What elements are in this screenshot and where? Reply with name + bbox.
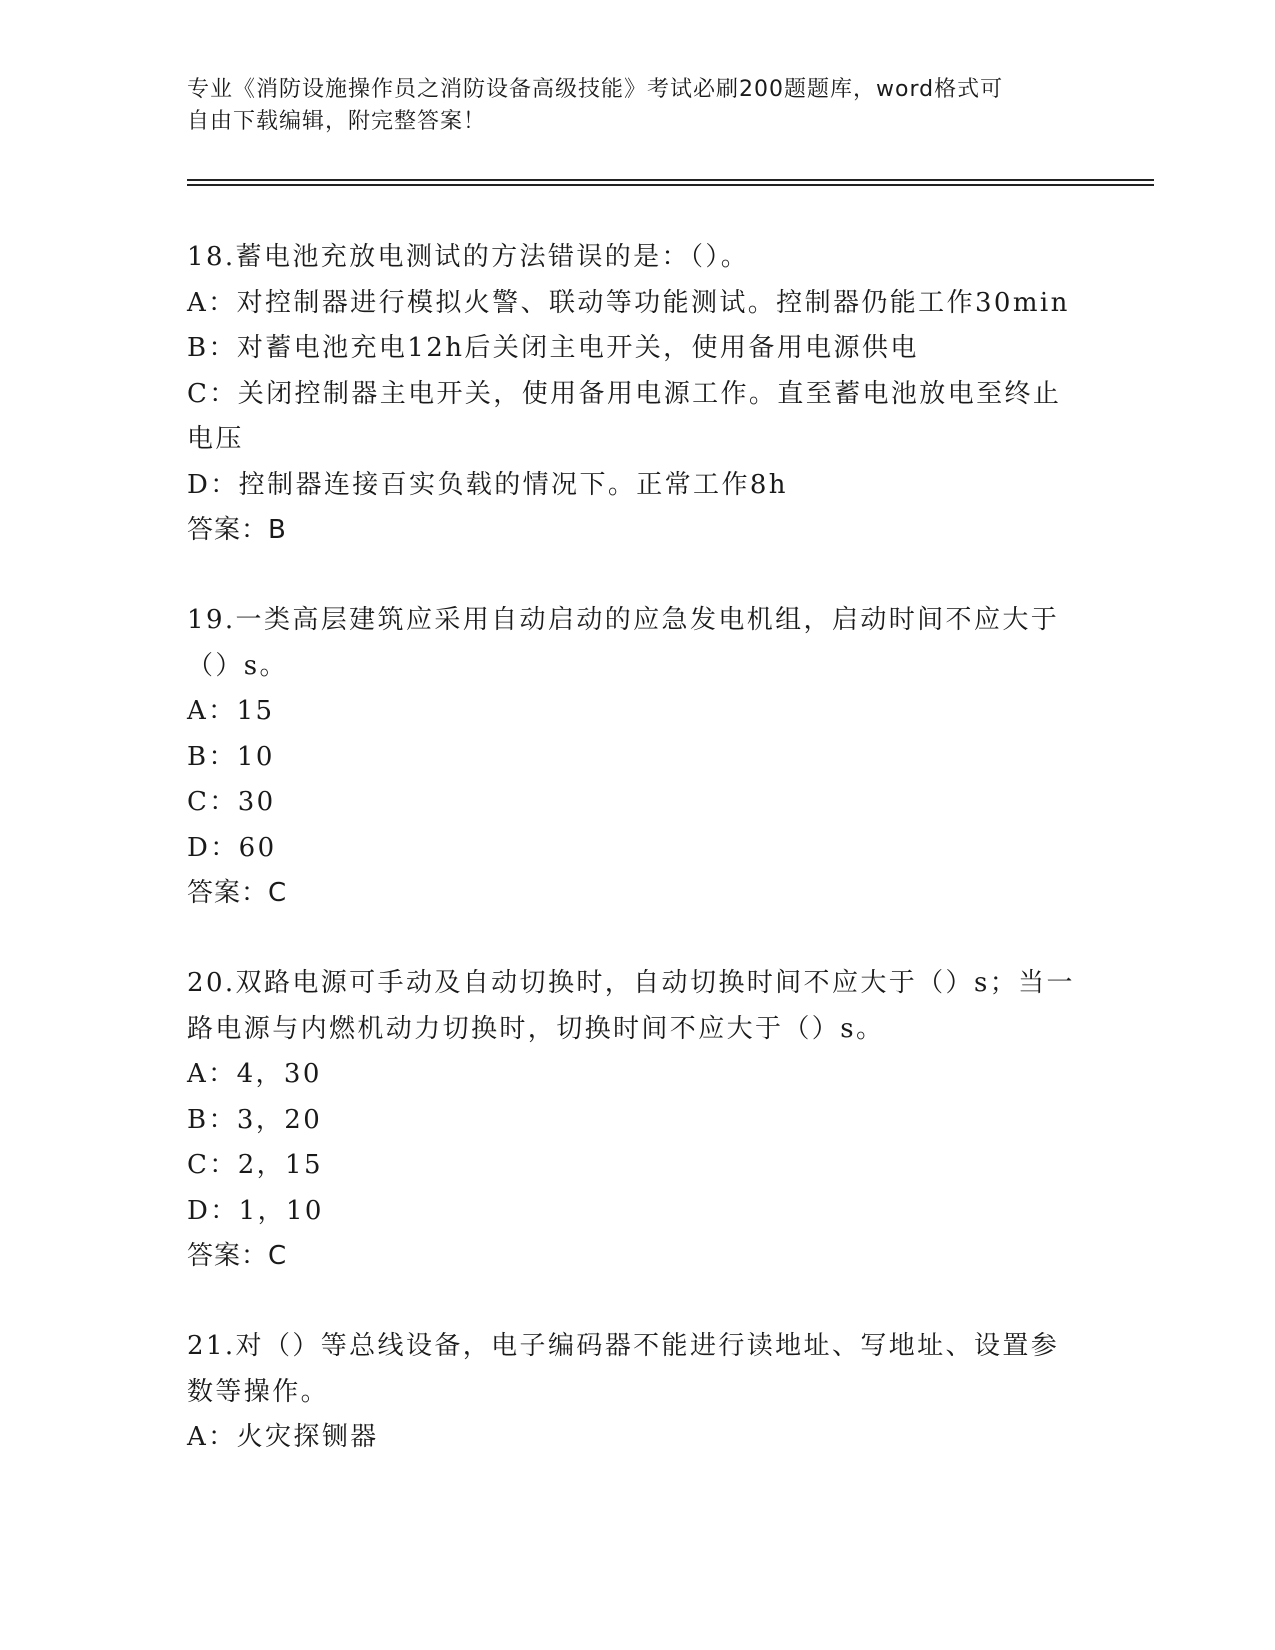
question-18	[187, 235, 1077, 554]
question-stem: 21.对（）等总线设备，电子编码器不能进行读地址、写地址、设置参数等操作。	[187, 1331, 1060, 1407]
header-divider-bottom	[187, 184, 1154, 186]
option-a: A：15	[187, 696, 275, 726]
question-21	[187, 1324, 1077, 1461]
question-20	[187, 961, 1077, 1280]
header-line-2: 自由下载编辑，附完整答案！	[187, 109, 487, 134]
option-d: D：1，10	[187, 1195, 324, 1226]
answer: 答案：B	[187, 515, 287, 545]
document-header	[187, 74, 1087, 138]
header-divider-top	[187, 179, 1154, 181]
option-d: D：控制器连接百实负载的情况下。正常工作8h	[187, 469, 788, 500]
option-d: D：60	[187, 832, 277, 863]
question-19	[187, 598, 1077, 917]
option-a: A：对控制器进行模拟火警、联动等功能测试。控制器仍能工作30min	[187, 287, 1070, 318]
question-stem: 18.蓄电池充放电测试的方法错误的是：（）。	[187, 242, 750, 272]
answer: 答案：C	[187, 1241, 288, 1271]
option-b: B：3，20	[187, 1104, 323, 1135]
header-line-1: 专业《消防设施操作员之消防设备高级技能》考试必刷200题题库，word格式可	[187, 77, 1004, 102]
answer: 答案：C	[187, 878, 288, 908]
option-c: C：关闭控制器主电开关，使用备用电源工作。直至蓄电池放电至终止电压	[187, 378, 1062, 454]
option-b: B：对蓄电池充电12h后关闭主电开关，使用备用电源供电	[187, 333, 919, 363]
option-a: A：4，30	[187, 1059, 322, 1089]
question-stem: 20.双路电源可手动及自动切换时，自动切换时间不应大于（）s；当一路电源与内燃机动力切换时，切换时间不应大于（）s。	[187, 968, 1075, 1044]
option-c: C：30	[187, 787, 276, 817]
option-b: B：10	[187, 741, 275, 772]
option-c: C：2，15	[187, 1150, 323, 1180]
question-stem: 19.一类高层建筑应采用自动启动的应急发电机组，启动时间不应大于（）s。	[187, 605, 1060, 681]
option-a: A：火灾探铡器	[187, 1422, 379, 1452]
